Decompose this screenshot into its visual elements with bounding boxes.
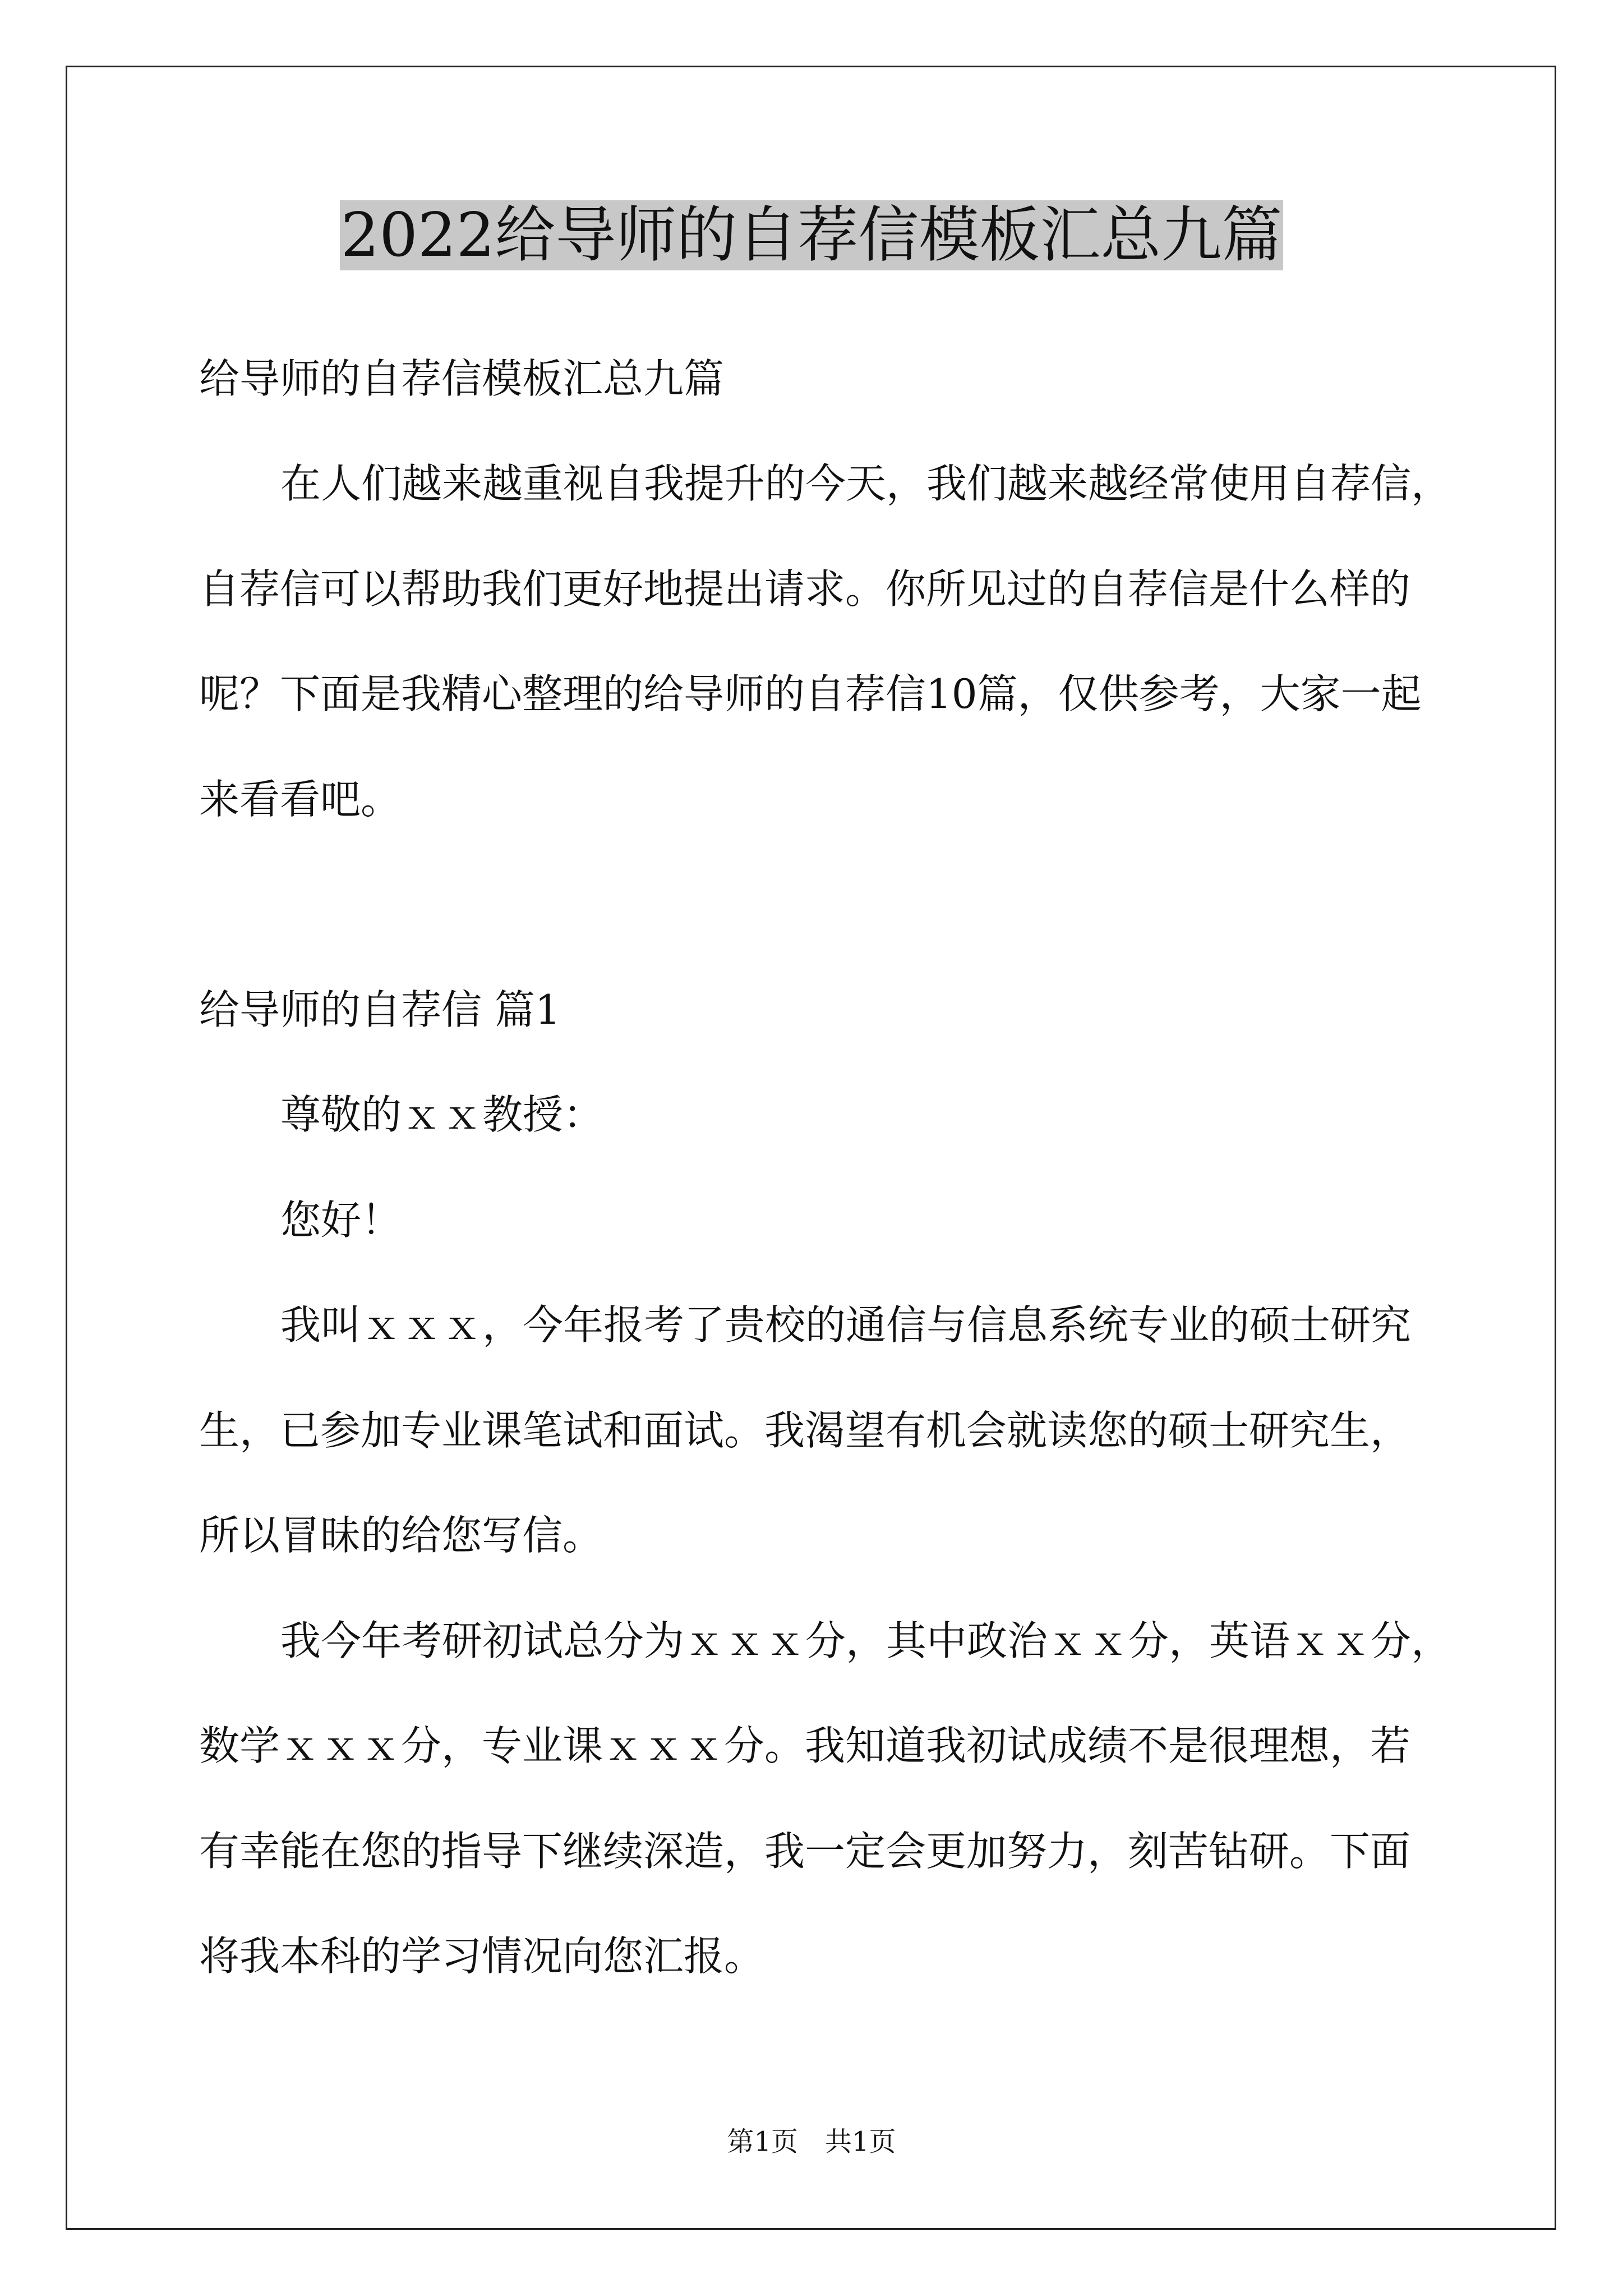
intro-line-4: 来看看吧。 <box>199 776 402 823</box>
body-p2-line-3: 有幸能在您的指导下继续深造，我一定会更加努力，刻苦钻研。下面 <box>199 1828 1411 1875</box>
salutation: 尊敬的ｘｘ教授： <box>280 1091 604 1138</box>
intro-line-2: 自荐信可以帮助我们更好地提出请求。你所见过的自荐信是什么样的 <box>199 565 1411 613</box>
document-title <box>0 194 1623 278</box>
page-footer: 第1页 共1页 <box>727 2126 896 2157</box>
subtitle-line: 给导师的自荐信模板汇总九篇 <box>199 355 725 402</box>
section-heading: 给导师的自荐信 篇1 <box>199 986 561 1033</box>
body-p1-line-3: 所以冒昧的给您写信。 <box>199 1512 603 1559</box>
body-p2-line-2: 数学ｘｘｘ分，专业课ｘｘｘ分。我知道我初试成绩不是很理想，若 <box>199 1722 1411 1769</box>
greeting: 您好！ <box>280 1197 402 1244</box>
body-p1-line-2: 生，已参加专业课笔试和面试。我渴望有机会就读您的硕士研究生， <box>199 1407 1411 1454</box>
body-p2-line-4: 将我本科的学习情况向您汇报。 <box>199 1932 765 1980</box>
body-p2-line-1: 我今年考研初试总分为ｘｘｘ分，其中政治ｘｘ分，英语ｘｘ分， <box>280 1617 1452 1664</box>
document-title-text: 2022给导师的自荐信模板汇总九篇 <box>340 200 1283 270</box>
intro-line-1: 在人们越来越重视自我提升的今天，我们越来越经常使用自荐信， <box>280 460 1452 507</box>
intro-line-3: 呢？下面是我精心整理的给导师的自荐信10篇，仅供参考，大家一起 <box>199 670 1422 717</box>
body-p1-line-1: 我叫ｘｘｘ，今年报考了贵校的通信与信息系统专业的硕士研究 <box>280 1301 1412 1349</box>
